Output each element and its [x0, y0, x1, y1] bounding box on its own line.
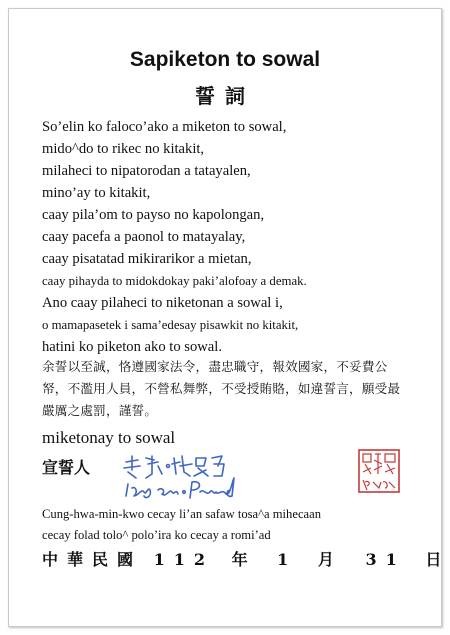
oath-line: caay pihayda to midokdokay paki’alofoay a demak. [42, 274, 307, 288]
oath-line: mido^do to rikec no kitakit, [42, 141, 205, 157]
footer-line-1: Cung-hwa-min-kwo cecay li’an safaw tosa^a mihecaan [42, 507, 322, 521]
oath-lines [42, 116, 422, 358]
red-seal-stamp [357, 448, 401, 494]
oath-chinese-paragraph: 余誓以至誠，恪遵國家法令，盡忠職守，報效國家，不妥費公帑，不濫用人員，不營私舞弊，不受授賄賂，如違誓言，願受最嚴厲之處罰，謹誓。 [42, 359, 401, 418]
oath-line: hatini ko piketon ako to sowal. [42, 339, 222, 355]
date-day-label: 日 [425, 550, 442, 569]
oath-line: caay pisatatad mikirarikor a mietan, [42, 251, 252, 267]
footer-line-2: cecay folad tolo^ polo’ira ko cecay a romi’ad [42, 528, 271, 542]
oath-line: caay pila’om to payso no kapolongan, [42, 207, 265, 223]
date-day: 31 [365, 550, 406, 569]
handwritten-signature [118, 452, 268, 502]
document-title-chinese: 誓詞 [195, 84, 255, 108]
oath-line: mino’ay to kitakit, [42, 185, 151, 201]
oath-line: caay pacefa a paonol to matayalay, [42, 229, 246, 245]
oath-taker-label-chinese: 宣誓人 [42, 458, 91, 477]
oath-line: So’elin ko faloco’ako a miketon to sowal, [42, 119, 287, 135]
oath-line: Ano caay pilaheci to niketonan a sowal i, [42, 295, 283, 311]
date-year: 112 [153, 550, 214, 569]
oath-line: o mamapasetek i sama’edesay pisawkit no kitakit, [42, 318, 299, 332]
date-era: 中華民國 [42, 550, 143, 569]
oath-line: milaheci to nipatorodan a tatayalen, [42, 163, 251, 179]
oath-taker-label-amis: miketonay to sowal [42, 428, 176, 447]
date-month-label: 月 [317, 550, 334, 569]
date-line [42, 547, 442, 570]
document-title: Sapiketon to sowal [129, 48, 321, 71]
date-month: 1 [277, 550, 289, 569]
date-year-label: 年 [231, 550, 248, 569]
footer-amis-date [42, 504, 432, 546]
